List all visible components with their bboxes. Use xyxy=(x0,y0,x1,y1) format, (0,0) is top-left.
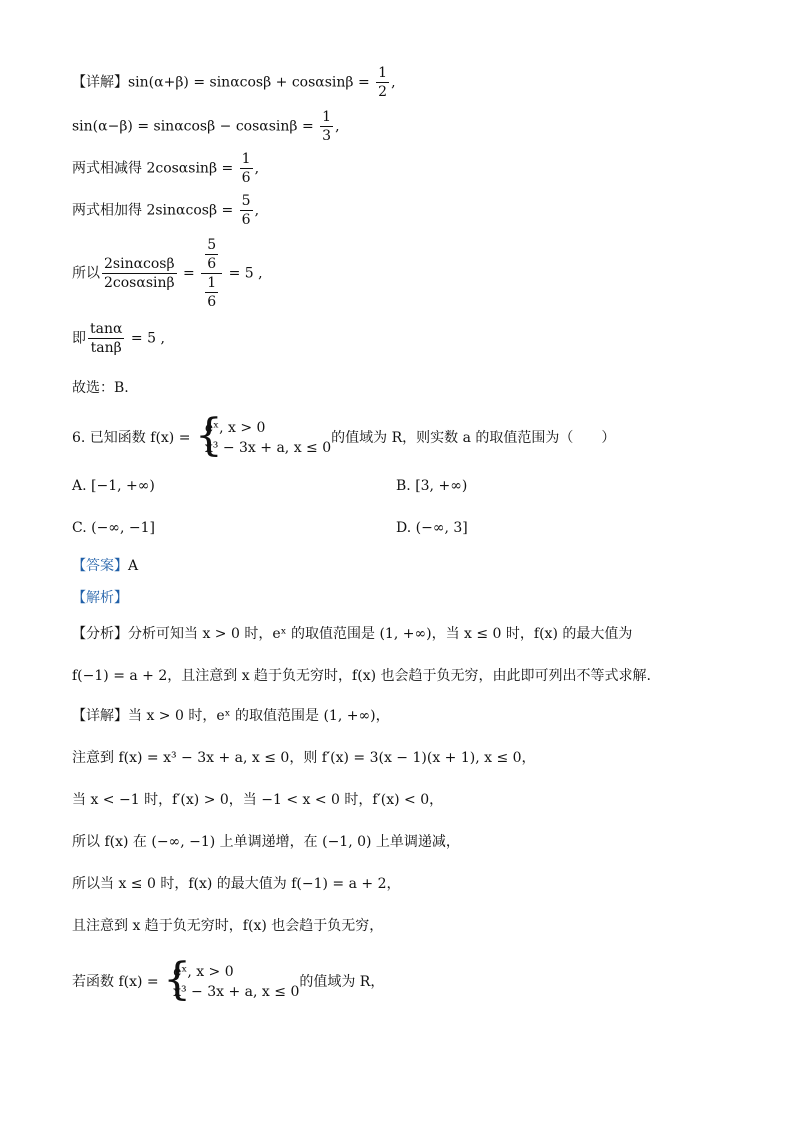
analysis-heading: 【解析】 xyxy=(72,590,128,606)
detail-line-6: 且注意到 x 趋于负无穷时，f(x) 也会趋于负无穷， xyxy=(72,918,384,934)
equation: 两式相加得 2sinαcosβ = xyxy=(72,202,238,219)
option-a: A. [−1, +∞) xyxy=(72,478,155,494)
question-stem: 6. 已知函数 f(x) = xyxy=(72,430,195,446)
answer-value: A xyxy=(128,558,139,574)
analysis-line-1: 【分析】分析可知当 x > 0 时，eˣ 的取值范围是 (1, +∞)，当 x ≤ 0 时，f(x) 的最大值为 xyxy=(72,626,633,642)
detail-line-4: 所以 f(x) 在 (−∞, −1) 上单调递增，在 (−1, 0) 上单调递减， xyxy=(72,834,460,850)
option-d: D. (−∞, 3] xyxy=(396,520,468,536)
detail-tag: 【详解】 xyxy=(72,708,128,724)
detail-tag: 【详解】 xyxy=(72,74,128,91)
compound-fraction: $\frac{\frac{5}{6}}{\frac{1}{6}}$ xyxy=(201,236,222,311)
detail-line-2: 注意到 f(x) = x³ − 3x + a, x ≤ 0，则 f′(x) = 3(x − 1)(x + 1), x ≤ 0， xyxy=(72,750,536,766)
prev-detail-line-3: 两式相减得 2cosαsinβ = $\frac{1}{6}$ , xyxy=(72,151,260,186)
equation: sin(α+β) = sinαcosβ + cosαsinβ = xyxy=(128,74,375,91)
fraction: $\frac{\tan\alpha}{\tan\beta}$ xyxy=(90,321,123,356)
fraction: $\frac{1}{6}$ xyxy=(241,151,251,186)
detail-line-7: 若函数 f(x) = { eˣ, x > 0 x³ − 3x + a, x ≤ 0 的值域为 R， xyxy=(72,962,384,1002)
piecewise-function: { eˣ, x > 0 x³ − 3x + a, x ≤ 0 xyxy=(195,418,331,458)
prev-answer-choice: 故选：B. xyxy=(72,380,129,396)
answer-line xyxy=(72,556,138,576)
prev-detail-line-2: sin(α−β) = sinαcosβ − cosαsinβ = $\frac{1}{3}$ , xyxy=(72,109,340,144)
option-b: B. [3, +∞) xyxy=(396,478,468,494)
detail-line-5: 所以当 x ≤ 0 时，f(x) 的最大值为 f(−1) = a + 2， xyxy=(72,876,401,892)
analysis-tag: 【分析】 xyxy=(72,626,128,642)
fraction: $\frac{1}{2}$ xyxy=(378,65,388,100)
equation: sin(α−β) = sinαcosβ − cosαsinβ = xyxy=(72,118,319,135)
option-c: C. (−∞, −1] xyxy=(72,520,155,536)
detail-line-3: 当 x < −1 时，f′(x) > 0，当 −1 < x < 0 时，f′(x) < 0， xyxy=(72,792,444,808)
equation: 两式相减得 2cosαsinβ = xyxy=(72,160,238,177)
question-6: 6. 已知函数 f(x) = { eˣ, x > 0 x³ − 3x + a, x ≤ 0 的值域为 R，则实数 a 的取值范围为（ ） xyxy=(72,418,615,458)
fraction: $\frac{1}{3}$ xyxy=(322,109,332,144)
prev-detail-line-1: 【详解】sin(α+β) = sinαcosβ + cosαsinβ = $\frac{1}{2}$ , xyxy=(72,65,396,100)
prev-detail-line-4: 两式相加得 2sinαcosβ = $\frac{5}{6}$ , xyxy=(72,193,260,228)
fraction: $\frac{2\sin\alpha\cos\beta}{2\cos\alpha\sin\beta}$ xyxy=(104,256,175,291)
prev-detail-line-6: 即 $\frac{\tan\alpha}{\tan\beta}$ = 5 , xyxy=(72,321,165,356)
prev-detail-line-5: 所以 $\frac{2\sin\alpha\cos\beta}{2\cos\alpha\sin\beta}$ = $\frac{\frac{5}{6}}{\frac{1}{6}}$ = 5 , xyxy=(72,237,263,310)
answer-tag: 【答案】 xyxy=(72,558,128,574)
piecewise-function: { eˣ, x > 0 x³ − 3x + a, x ≤ 0 xyxy=(163,962,299,1002)
detail-line-1: 【详解】当 x > 0 时，eˣ 的取值范围是 (1, +∞)， xyxy=(72,708,390,724)
analysis-line-2: f(−1) = a + 2，且注意到 x 趋于负无穷时，f(x) 也会趋于负无穷，由此即可列出不等式求解. xyxy=(72,668,651,684)
fraction: $\frac{5}{6}$ xyxy=(241,193,251,228)
